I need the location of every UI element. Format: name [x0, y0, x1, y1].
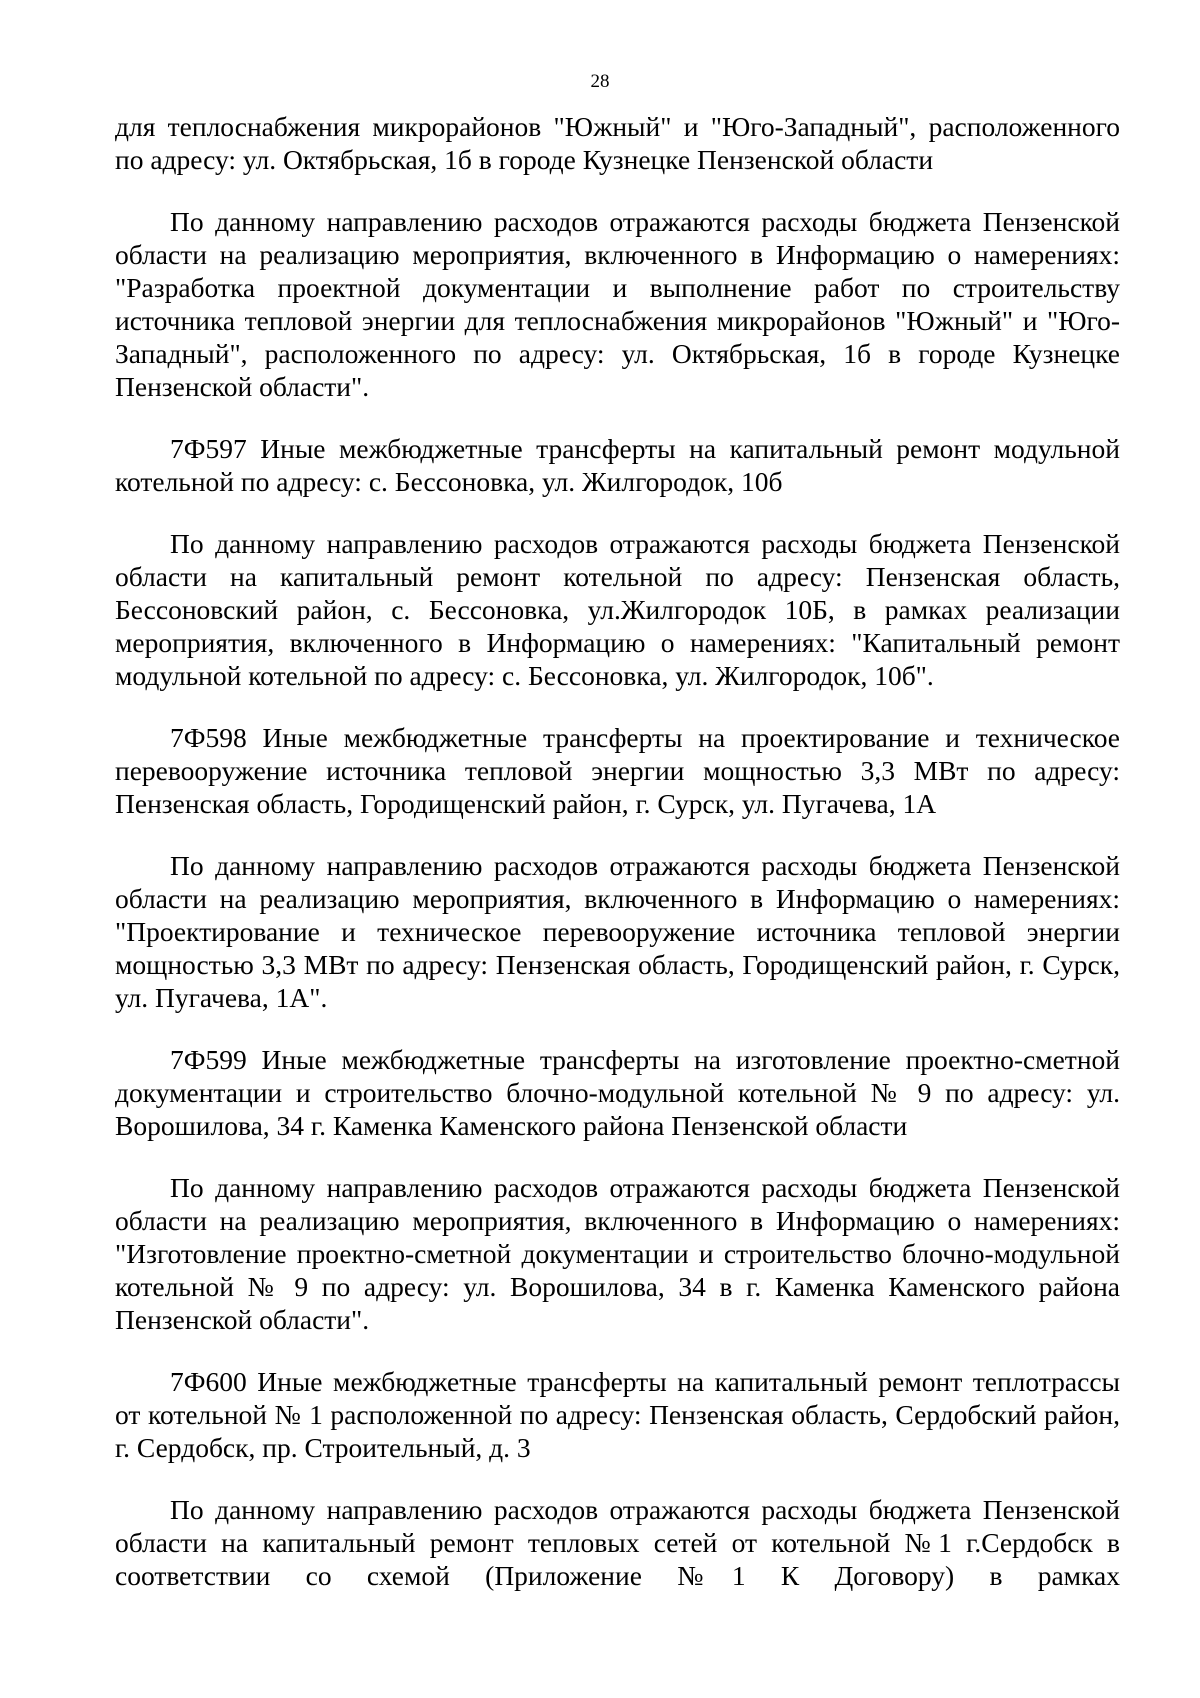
- paragraph-expense-code-7f597: 7Ф597 Иные межбюджетные трансферты на капитальный ремонт модульной котельной по адресу: с. Бессоновка, ул. Жилгородок, 10б: [115, 433, 1120, 497]
- paragraph-description: По данному направлению расходов отражаются расходы бюджета Пензенской области на реализацию мероприятия, включенного в Информацию о намерениях: "Изготовление проектно-сметной документации и строительство блочно-модульной котельной № 9 по адресу: ул. Ворошилова, 34 в г. Каменка Каменского района Пензенской области".: [115, 1172, 1120, 1335]
- paragraph-description: По данному направлению расходов отражаются расходы бюджета Пензенской области на капитальный ремонт котельной по адресу: Пензенская область, Бессоновский район, с. Бессоновка, ул.Жилгородок 10Б, в рамках реализации мероприятия, включенного в Информацию о намерениях: "Капитальный ремонт модульной котельной по адресу: с. Бессоновка, ул. Жилгородок, 10б".: [115, 528, 1120, 691]
- document-body: [115, 110, 1120, 1592]
- paragraph-description: По данному направлению расходов отражаются расходы бюджета Пензенской области на реализацию мероприятия, включенного в Информацию о намерениях: "Разработка проектной документации и выполнение работ по строительству источника тепловой энергии для теплоснабжения микрорайонов "Южный" и "Юго-Западный", расположенного по адресу: ул. Октябрьская, 1б в городе Кузнецке Пензенской области".: [115, 206, 1120, 402]
- paragraph-continuation: для теплоснабжения микрорайонов "Южный" и "Юго-Западный", расположенного по адресу: ул. Октябрьская, 1б в городе Кузнецке Пензенской области: [115, 111, 1120, 175]
- paragraph-description: По данному направлению расходов отражаются расходы бюджета Пензенской области на капитальный ремонт тепловых сетей от котельной №1 г.Сердобск в соответствии со схемой (Приложение №1 К Договору) в рамках: [115, 1494, 1120, 1591]
- paragraph-description: По данному направлению расходов отражаются расходы бюджета Пензенской области на реализацию мероприятия, включенного в Информацию о намерениях: "Проектирование и техническое перевооружение источника тепловой энергии мощностью 3,3 МВт по адресу: Пензенская область, Городищенский район, г. Сурск, ул. Пугачева, 1А".: [115, 850, 1120, 1013]
- paragraph-expense-code-7f600: 7Ф600 Иные межбюджетные трансферты на капитальный ремонт теплотрассы от котельной № 1 расположенной по адресу: Пензенская область, Сердобский район, г. Сердобск, пр. Строительный, д. 3: [115, 1366, 1120, 1463]
- paragraph-expense-code-7f599: 7Ф599 Иные межбюджетные трансферты на изготовление проектно-сметной документации и строительство блочно-модульной котельной № 9 по адресу: ул. Ворошилова, 34 г. Каменка Каменского района Пензенской области: [115, 1044, 1120, 1141]
- paragraph-expense-code-7f598: 7Ф598 Иные межбюджетные трансферты на проектирование и техническое перевооружение источника тепловой энергии мощностью 3,3 МВт по адресу: Пензенская область, Городищенский район, г. Сурск, ул. Пугачева, 1А: [115, 722, 1120, 819]
- page-number: 28: [590, 71, 610, 92]
